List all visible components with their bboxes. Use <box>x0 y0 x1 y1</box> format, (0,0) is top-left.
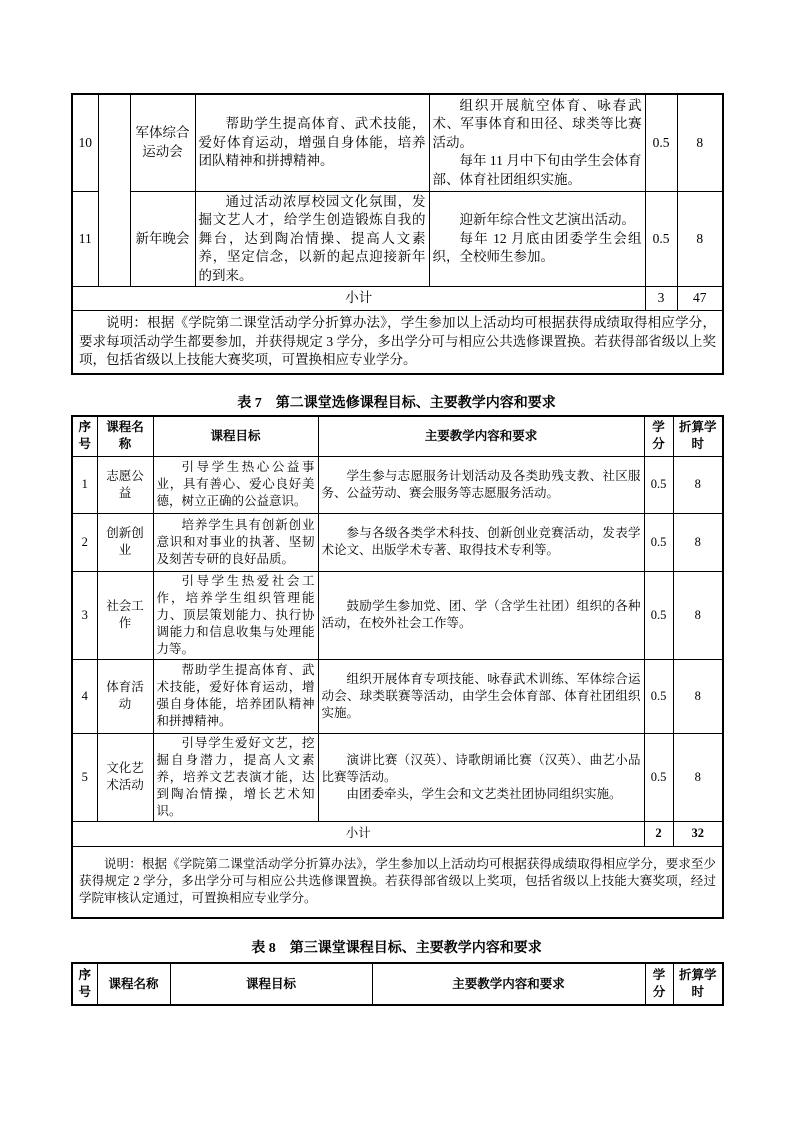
header-hours: 折算学时 <box>673 963 723 1005</box>
note-row <box>72 311 723 374</box>
note-row <box>72 846 723 918</box>
content-paragraph-2: 每年 11 月中下旬由学生会体育部、体育社团组织实施。 <box>432 153 642 187</box>
course-goal <box>195 94 429 191</box>
second-classroom-required-table-continued <box>71 93 724 375</box>
second-classroom-elective-table <box>71 415 724 919</box>
table-note <box>72 311 723 374</box>
row-number: 3 <box>72 571 97 659</box>
course-content <box>429 191 645 287</box>
hours-value: 8 <box>673 733 723 821</box>
subtotal-label: 小计 <box>72 821 644 846</box>
course-goal <box>153 733 318 821</box>
table-row <box>72 191 723 287</box>
header-goal: 课程目标 <box>153 416 318 456</box>
content-paragraph-1: 演讲比赛（汉英）、诗歌朗诵比赛（汉英）、曲艺小品比赛等活动。 <box>321 752 641 784</box>
note-paragraph: 说明：根据《学院第二课堂活动学分折算办法》，学生参加以上活动均可根据获得成绩取得相应学分，要求至少获得规定 2 学分，多出学分可与相应公共选修课置换。若获得部省级以上奖项，包括省级以上技能大赛奖项，经过学院审核认定通过，可置换相应专业学分。 <box>79 857 716 906</box>
subtotal-hours: 32 <box>673 821 723 846</box>
course-name: 新年晚会 <box>130 191 195 287</box>
header-hours: 折算学时 <box>673 416 723 456</box>
row-number: 1 <box>72 456 97 513</box>
course-goal <box>153 659 318 733</box>
subtotal-hours: 47 <box>677 287 723 311</box>
course-name: 创新创业 <box>97 513 153 571</box>
credit-value: 0.5 <box>644 659 673 733</box>
course-content <box>318 571 644 659</box>
course-name: 文化艺术活动 <box>97 733 153 821</box>
content-paragraph-1: 组织开展体育专项技能、咏春武术训练、军体综合运动会、球类联赛等活动，由学生会体育部、体育社团组织实施。 <box>321 671 641 720</box>
content-paragraph-1: 迎新年综合性文艺演出活动。 <box>459 212 635 227</box>
course-name: 志愿公益 <box>97 456 153 513</box>
content-paragraph-2: 由团委牵头，学生会和文艺类社团协同组织实施。 <box>346 786 622 801</box>
credit-value: 0.5 <box>645 191 677 287</box>
header-name: 课程名称 <box>97 416 153 456</box>
course-name: 社会工作 <box>97 571 153 659</box>
subtotal-credit: 2 <box>644 821 673 846</box>
content-paragraph-1: 组织开展航空体育、咏春武术、军事体育和田径、球类等比赛活动。 <box>432 97 642 150</box>
table7-title: 表 7 第二课堂选修课程目标、主要教学内容和要求 <box>237 396 556 411</box>
credit-value: 0.5 <box>644 733 673 821</box>
header-row <box>72 416 723 456</box>
course-name: 体育活动 <box>97 659 153 733</box>
row-number: 11 <box>72 191 98 287</box>
table8-title: 表 8 第三课堂课程目标、主要教学内容和要求 <box>251 941 542 956</box>
course-goal <box>195 191 429 287</box>
goal-paragraph: 引导学生爱好文艺，挖掘自身潜力，提高人文素养，培养文艺表演才能，达到陶冶情操，增长艺术知识。 <box>156 735 315 818</box>
goal-paragraph: 帮助学生提高体育、武术技能，爱好体育运动，增强自身体能，培养团队精神和拼搏精神。 <box>156 663 315 728</box>
course-name: 军体综合运动会 <box>130 94 195 191</box>
hours-value: 8 <box>673 513 723 571</box>
credit-value: 0.5 <box>644 513 673 571</box>
course-content <box>318 659 644 733</box>
goal-paragraph: 引导学生热爱社会工作，培养学生组织管理能力、顶层策划能力、执行协调能力和信息收集与处理能力等。 <box>156 573 315 656</box>
header-credit: 学分 <box>644 416 673 456</box>
table-row <box>72 571 723 659</box>
goal-paragraph: 通过活动浓厚校园文化氛围，发掘文艺人才，给学生创造锻炼自我的舞台，达到陶冶情操、提高人文素养，坚定信念，以新的起点迎接新年的到来。 <box>198 193 426 283</box>
content-paragraph-2: 每年 12 月底由团委学生会组织，全校师生参加。 <box>432 230 642 264</box>
goal-paragraph: 培养学生具有创新创业意识和对事业的执著、坚韧及刻苦专研的良好品质。 <box>156 517 315 566</box>
credit-value: 0.5 <box>644 571 673 659</box>
course-content <box>318 513 644 571</box>
row-number: 5 <box>72 733 97 821</box>
header-content: 主要教学内容和要求 <box>372 963 645 1005</box>
row-number: 2 <box>72 513 97 571</box>
course-goal <box>153 513 318 571</box>
row-number: 4 <box>72 659 97 733</box>
content-paragraph-1: 鼓励学生参加党、团、学（含学生社团）组织的各种活动，在校外社会工作等。 <box>321 599 641 630</box>
table-row <box>72 733 723 821</box>
hours-value: 8 <box>673 456 723 513</box>
hours-value: 8 <box>677 191 723 287</box>
content-paragraph-1: 参与各级各类学术科技、创新创业竞赛活动，发表学术论文、出版学术专著、取得技术专利等。 <box>321 526 641 557</box>
credit-value: 0.5 <box>644 456 673 513</box>
header-content: 主要教学内容和要求 <box>318 416 644 456</box>
hours-value: 8 <box>673 659 723 733</box>
header-credit: 学分 <box>645 963 673 1005</box>
table-row <box>72 513 723 571</box>
subtotal-credit: 3 <box>645 287 677 311</box>
table-note <box>72 846 723 918</box>
header-num: 序号 <box>72 963 97 1005</box>
category-cell <box>98 94 130 287</box>
goal-paragraph: 帮助学生提高体育、武术技能，爱好体育运动，增强自身体能，培养团队精神和拼搏精神。 <box>198 116 426 168</box>
course-goal <box>153 571 318 659</box>
table-row <box>72 94 723 191</box>
course-goal <box>153 456 318 513</box>
note-paragraph: 说明：根据《学院第二课堂活动学分折算办法》，学生参加以上活动均可根据获得成绩取得相应学分，要求每项活动学生都要参加，并获得规定 3 学分，多出学分可与相应公共选修课置换。若获得部省级以上奖项，包括省级以上技能大赛奖项，可置换相应专业学分。 <box>79 315 716 367</box>
content-paragraph-1: 学生参与志愿服务计划活动及各类助残支教、社区服务、公益劳动、赛会服务等志愿服务活动。 <box>321 468 641 500</box>
goal-paragraph: 引导学生热心公益事业，具有善心、爱心良好美德，树立正确的公益意识。 <box>156 460 315 508</box>
table-row <box>72 659 723 733</box>
course-content <box>318 456 644 513</box>
course-content <box>429 94 645 191</box>
row-number: 10 <box>72 94 98 191</box>
subtotal-label: 小计 <box>72 287 645 311</box>
course-content <box>318 733 644 821</box>
header-row <box>72 963 723 1005</box>
table-row <box>72 456 723 513</box>
hours-value: 8 <box>677 94 723 191</box>
hours-value: 8 <box>673 571 723 659</box>
header-num: 序号 <box>72 416 97 456</box>
header-goal: 课程目标 <box>170 963 372 1005</box>
third-classroom-table <box>71 962 724 1006</box>
header-name: 课程名称 <box>97 963 170 1005</box>
subtotal-row <box>72 287 723 311</box>
subtotal-row <box>72 821 723 846</box>
credit-value: 0.5 <box>645 94 677 191</box>
